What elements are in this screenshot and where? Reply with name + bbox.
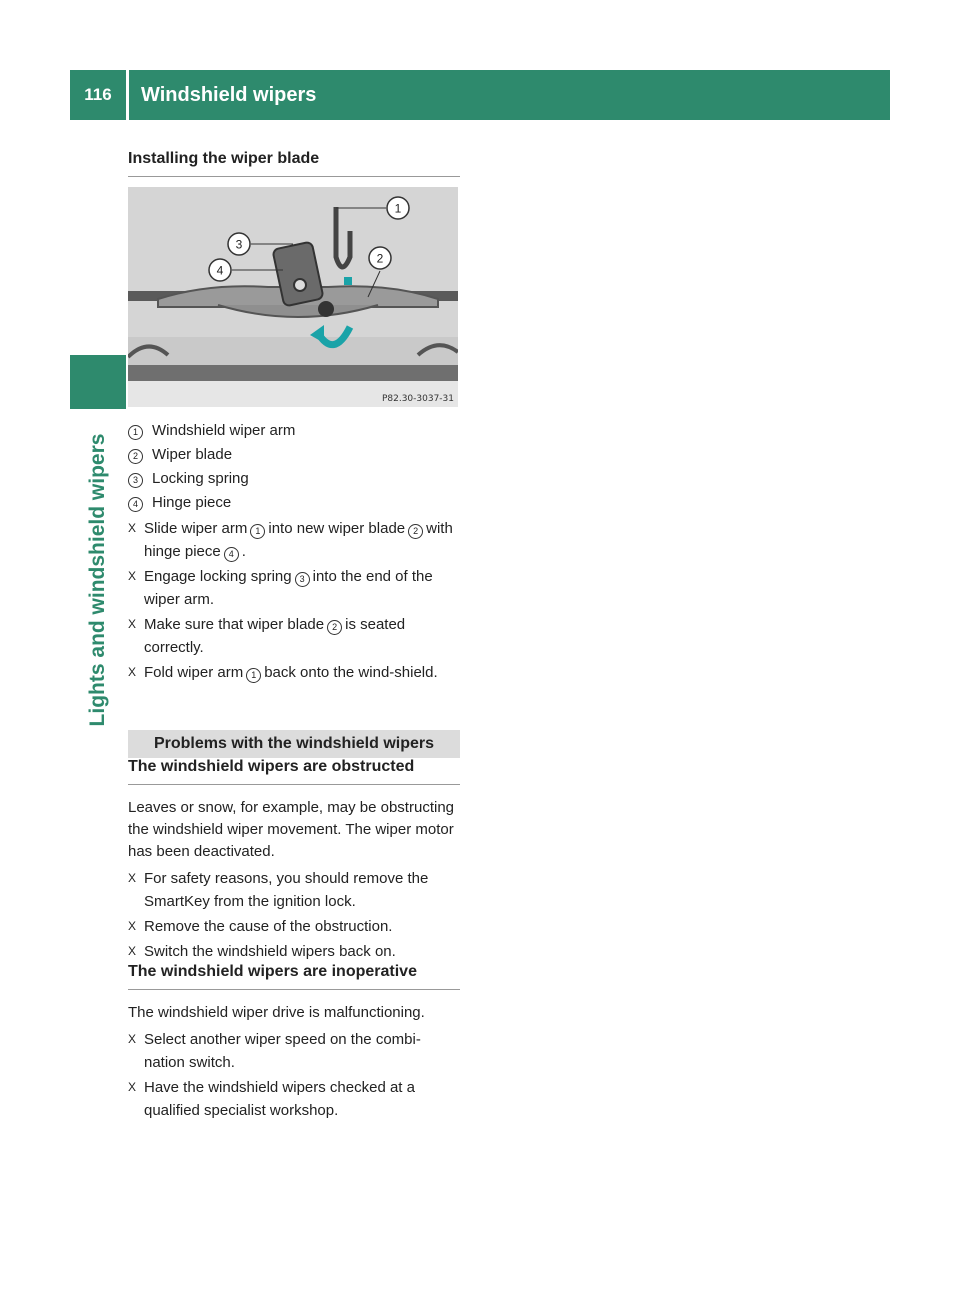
step-arrow-icon: X (128, 1032, 137, 1046)
legend-number: 2 (128, 449, 143, 464)
inline-ref-number: 2 (327, 620, 342, 635)
wiper-blade-illustration (128, 187, 458, 407)
install-step (128, 517, 460, 563)
install-step (128, 661, 460, 684)
legend-item (128, 443, 460, 467)
legend-text: Hinge piece (152, 494, 232, 511)
inline-ref-number: 2 (408, 524, 423, 539)
step-arrow-icon: X (128, 919, 137, 933)
obstructed-step (128, 867, 460, 913)
problems-section-title: Problems with the windshield wipers (128, 730, 460, 758)
step-text: Engage locking spring 3 into the end of the wiper arm. (144, 568, 433, 608)
inline-ref-number: 3 (295, 572, 310, 587)
legend-item (128, 491, 460, 515)
step-arrow-icon: X (128, 944, 137, 958)
callout-3: 3 (235, 237, 243, 252)
callout-1: 1 (394, 201, 402, 216)
step-arrow-icon: X (128, 1080, 137, 1094)
step-text: Select another wiper speed on the combi-nation switch. (144, 1031, 421, 1071)
legend-item (128, 419, 460, 443)
callout-2: 2 (376, 251, 384, 266)
legend-item (128, 467, 460, 491)
section-header-title (129, 70, 890, 120)
figure-code: P82.30-3037-31 (381, 394, 454, 404)
callout-4: 4 (216, 263, 224, 278)
content-column (128, 150, 460, 1122)
step-arrow-icon: X (128, 569, 137, 583)
inoperative-heading: The windshield wipers are inoperative (128, 963, 460, 990)
step-arrow-icon: X (128, 871, 137, 885)
inline-ref-number: 1 (250, 524, 265, 539)
page-number: 116 (70, 70, 126, 120)
obstructed-step (128, 940, 460, 963)
legend-number: 3 (128, 473, 143, 488)
obstructed-body: Leaves or snow, for example, may be obstructing the windshield wiper movement. The wiper motor has been deactivated. (128, 799, 455, 860)
legend-text: Locking spring (152, 470, 249, 487)
step-arrow-icon: X (128, 617, 137, 631)
step-arrow-icon: X (128, 665, 137, 679)
install-heading: Installing the wiper blade (128, 150, 460, 177)
legend-list (128, 419, 460, 515)
inoperative-step (128, 1028, 460, 1074)
inoperative-body: The windshield wiper drive is malfunctioning. (128, 1004, 425, 1021)
step-text: Make sure that wiper blade 2 is seated correctly. (144, 616, 406, 656)
sidebar-chapter-label: Lights and windshield wipers (86, 433, 109, 727)
legend-text: Wiper blade (152, 446, 233, 463)
step-text: Have the windshield wipers checked at a qualified specialist workshop. (144, 1079, 415, 1119)
legend-number: 1 (128, 425, 143, 440)
inline-ref-number: 1 (246, 668, 261, 683)
legend-text: Windshield wiper arm (152, 422, 296, 439)
step-arrow-icon: X (128, 521, 137, 535)
install-step (128, 565, 460, 611)
sidebar-marker (70, 355, 126, 409)
inline-ref-number: 4 (224, 547, 239, 562)
wiper-diagram (128, 187, 458, 407)
step-text: For safety reasons, you should remove the SmartKey from the ignition lock. (144, 870, 429, 910)
obstructed-step (128, 915, 460, 938)
step-text: Fold wiper arm 1 back onto the wind-shield. (144, 664, 438, 681)
step-text: Switch the windshield wipers back on. (144, 943, 396, 960)
inoperative-step (128, 1076, 460, 1122)
step-text: Slide wiper arm 1 into new wiper blade 2 with hinge piece 4 . (144, 520, 453, 560)
legend-number: 4 (128, 497, 143, 512)
install-step (128, 613, 460, 659)
obstructed-heading: The windshield wipers are obstructed (128, 758, 460, 785)
header-title: Windshield wipers (141, 83, 317, 106)
step-text: Remove the cause of the obstruction. (144, 918, 393, 935)
